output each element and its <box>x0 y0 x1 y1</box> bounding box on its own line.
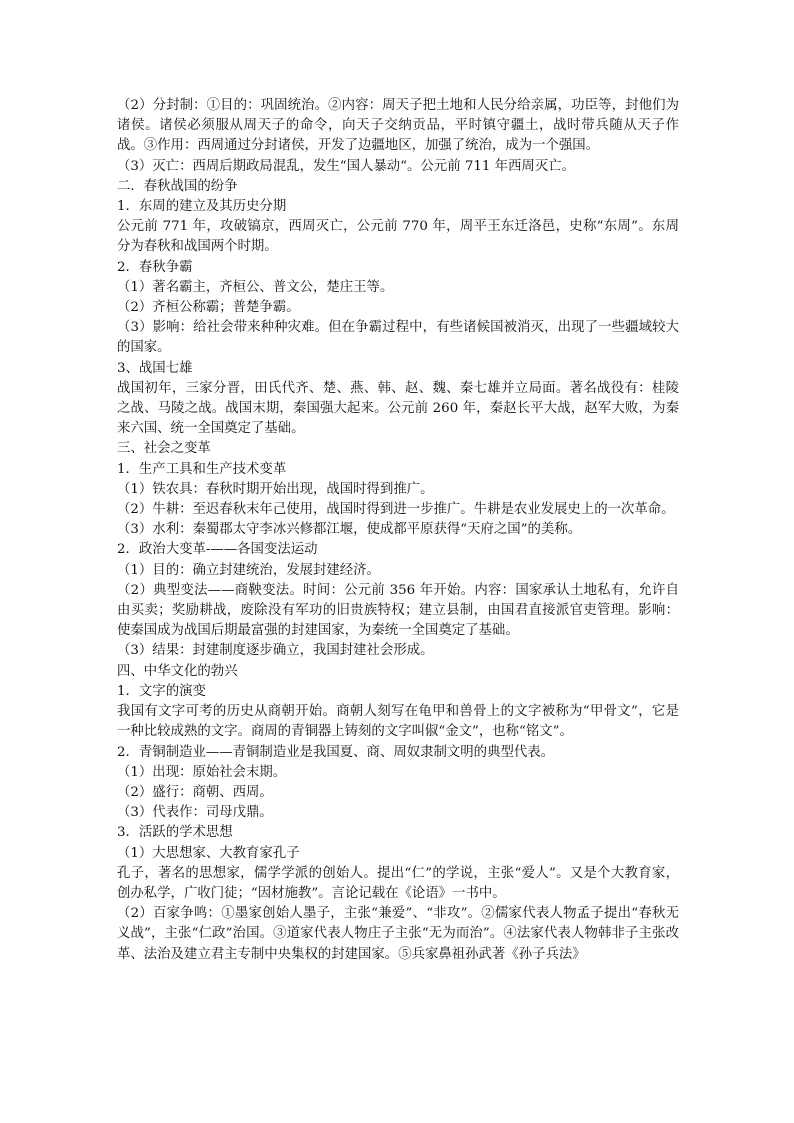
document-paragraph: （3）水利：秦蜀郡太守李冰兴修都江堰，使成都平原获得“天府之国”的美称。 <box>117 522 582 538</box>
document-paragraph: 四、中华文化的勃兴 <box>117 663 238 679</box>
document-paragraph: （2）牛耕：至迟春秋末年己使用，战国时得到进一步推广。牛耕是农业发展史上的一次革命。 <box>117 502 675 518</box>
document-paragraph: 公元前 771 年，攻破镐京，西周灭亡，公元前 770 年，周平王东迁洛邑，史称“东周”。东周分为春秋和战国两个时期。 <box>117 219 679 255</box>
document-paragraph: 2．政治大变革-——各国变法运动 <box>117 542 318 558</box>
document-paragraph: 1．文字的演变 <box>117 683 206 699</box>
document-paragraph: （2）百家争鸣：①墨家创始人墨子，主张“兼爱”、“非攻”。②儒家代表人物孟子提出“春秋无义战”，主张“仁政”治国。③道家代表人物庄子主张“无为而治”。④法家代表人物韩非子主张改革、法治及建立君主专制中央集权的封建国家。⑤兵家鼻祖孙武著《孙子兵法》 <box>117 906 679 962</box>
document-paragraph: 3、战国七雄 <box>117 360 193 376</box>
document-paragraph: （1）铁农具：春秋时期开始出现，战国时得到推广。 <box>117 481 434 497</box>
document-paragraph: 1．生产工具和生产技术变革 <box>117 461 287 477</box>
document-paragraph: （2）分封制：①目的：巩固统治。②内容：周天子把土地和人民分给亲属，功臣等，封他们为诸侯。诸侯必须服从周天子的命令，向天子交纳贡品，平时镇守疆土，战时带兵随从天子作战。③作用：西周通过分封诸侯，开发了边疆地区，加强了统治，成为一个强国。 <box>117 98 679 154</box>
document-paragraph: 我国有文字可考的历史从商朝开始。商朝人刻写在龟甲和兽骨上的文字被称为“甲骨文”，它是一种比较成熟的文字。商周的青铜器上铸刻的文字叫俶“金文”，也称“铭文”。 <box>117 704 679 740</box>
document-paragraph: （1）目的：确立封建统治，发展封建经济。 <box>117 562 380 578</box>
document-paragraph: （3）结果：封建制度逐步确立，我国封建社会形成。 <box>117 643 434 659</box>
document-body <box>117 96 679 965</box>
document-paragraph: 1．东周的建立及其历史分期 <box>117 199 287 215</box>
document-paragraph: （3）代表作：司母戊鼎。 <box>117 805 273 821</box>
document-paragraph: 3．活跃的学术思想 <box>117 825 233 841</box>
document-paragraph: （3）灭亡：西周后期政局混乱，发生“国人暴动“。公元前 711 年西周灭亡。 <box>117 158 575 174</box>
document-paragraph: （2）典型变法——商鞅变法。时间：公元前 356 年开始。内容：国家承认土地私有，允许自由买卖；奖励耕战，废除没有军功的旧贵族特权；建立县制，由国君直接派官吏管理。影响：使秦国成为战国后期最富强的封建国家，为秦统一全国奠定了基础。 <box>117 582 679 639</box>
document-paragraph: （1）出现：原始社会末期。 <box>117 764 287 780</box>
document-paragraph: （2）盛行：商朝、西周。 <box>117 784 273 800</box>
document-paragraph: （3）影响：给社会带来种种灾难。但在争霸过程中，有些诸候国被消灭，出现了一些疆域较大的国家。 <box>117 320 679 356</box>
document-paragraph: 战国初年，三家分晋，田氏代齐、楚、燕、韩、赵、魏、秦七雄并立局面。著名战役有：桂陵之战、马陵之战。战国末期，秦国强大起来。公元前 260 年，秦赵长平大战，赵军大败，为秦来六国、统一全国奠定了基础。 <box>117 380 679 437</box>
document-paragraph: 三、社会之变革 <box>117 441 211 457</box>
document-paragraph: 孔子，著名的思想家，儒学学派的创始人。提出“仁”的学说，主张“爱人”。又是个大教育家，创办私学，广收门徒；“因材施教”。言论记载在《论语》一书中。 <box>117 865 679 901</box>
document-paragraph: （1）著名霸主，齐桓公、普文公，楚庄王等。 <box>117 279 394 295</box>
document-paragraph: 2．春秋争霸 <box>117 259 193 275</box>
document-paragraph: 2．青铜制造业——青铜制造业是我国夏、商、周奴隶制文明的典型代表。 <box>117 744 555 760</box>
document-paragraph: 二．春秋战国的纷争 <box>117 178 238 194</box>
document-paragraph: （1）大思想家、大教育家孔子 <box>117 845 300 861</box>
document-paragraph: （2）齐桓公称霸；普楚争霸。 <box>117 300 300 316</box>
